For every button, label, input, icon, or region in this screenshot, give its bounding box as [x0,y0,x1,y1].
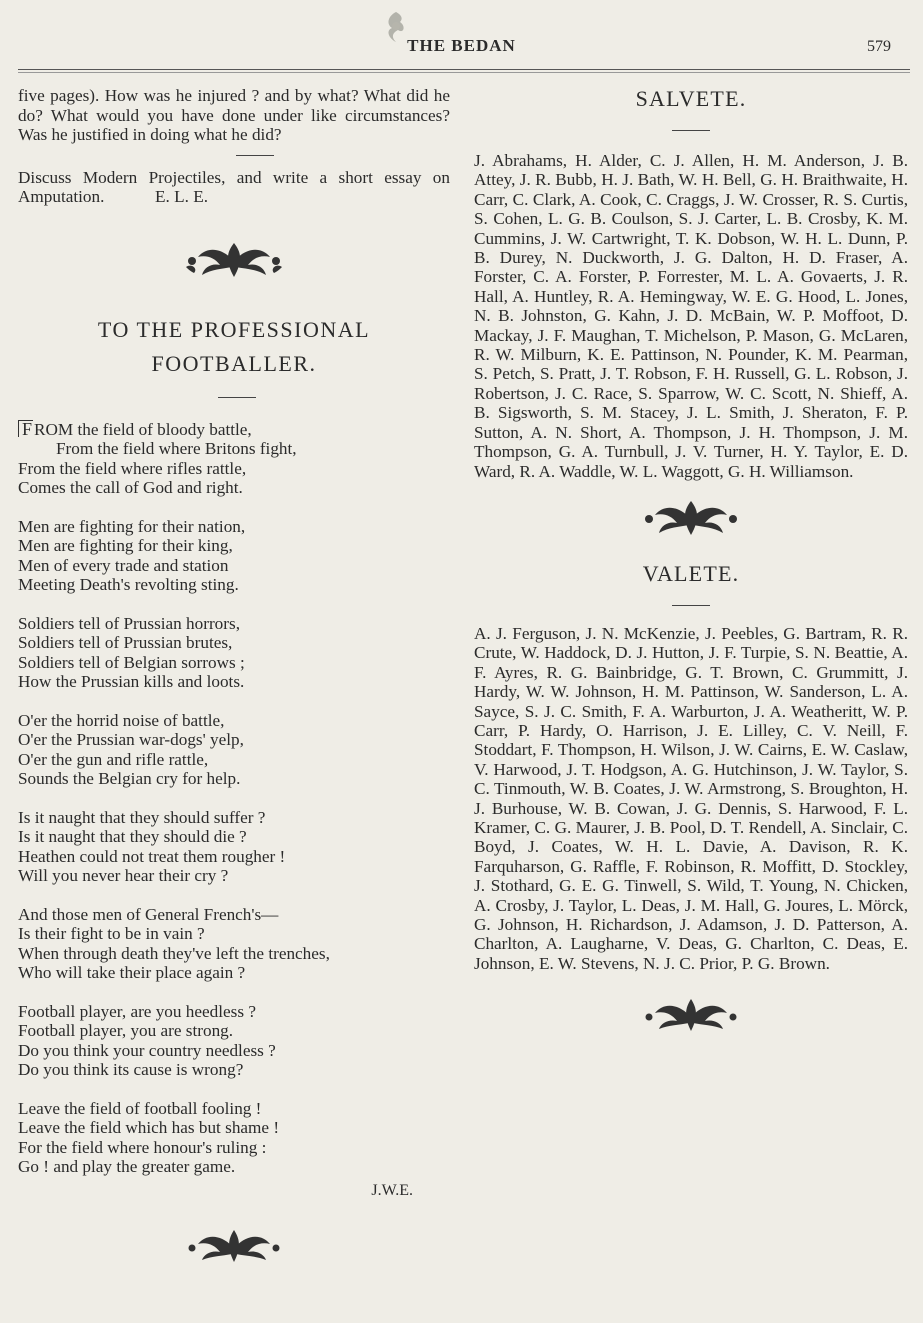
poem-line: Men are fighting for their nation, [18,516,246,536]
poem-line: Will you never hear their cry ? [18,866,229,885]
essay-paragraph [18,168,450,207]
poem-line: O'er the Prussian war-dogs' yelp, [18,730,244,749]
section-divider [236,155,274,156]
intro-paragraph: five pages). How was he injured ? and by what? What did he do? What would you have done under like circumstances? Was he justified in doing what he did? [18,86,450,144]
poem-body [18,420,450,1200]
poem-line: Football player, are you heedless ? [18,1001,256,1021]
poem-line: Football player, you are strong. [18,1021,234,1040]
floral-ornament-icon [184,1226,284,1266]
poem-line: Is it naught that they should die ? [18,827,247,846]
poem-line: O'er the horrid noise of battle, [18,710,225,730]
section-divider [672,605,710,606]
poem-title-line-2: FOOTBALLER. [151,350,317,376]
poem-stanza [18,1099,450,1177]
running-title: THE BEDAN [407,36,516,55]
poem-line: Soldiers tell of Belgian sorrows ; [18,652,245,672]
poem-line: When through death they've left the trenches, [18,943,330,963]
essay-initials: E. L. E. [155,187,208,206]
poem-line: Men of every trade and station [18,555,229,575]
essay-text: Discuss Modern Projectiles, and write a short essay on Amputation. [18,167,450,206]
poem-line: Leave the field which has but shame ! [18,1118,280,1137]
running-header [0,34,923,64]
poem-line: Men are fighting for their king, [18,536,233,555]
poem-line: Is their fight to be in vain ? [18,924,205,943]
poem-stanza [18,905,450,983]
poem-line: And those men of General French's— [18,904,279,924]
floral-ornament-icon [184,237,284,283]
right-column [474,86,908,1035]
poem-line: Soldiers tell of Prussian brutes, [18,633,233,652]
poem-heading [18,313,450,381]
section-divider [672,130,710,131]
poem-stanza [18,711,450,789]
poem-stanza [18,517,450,595]
page-number: 579 [867,38,891,55]
valete-names: A. J. Ferguson, J. N. McKenzie, J. Peebles, G. Bartram, R. R. Crute, W. Haddock, D. J. Hutton, J. F. Turpie, S. N. Beattie, A. F. Ayres, R. G. Bainbridge, G. T. Brown, C. Grummitt, J. Hardy, W. W. Johnson, H. M. Pattinson, W. Sanderson, L. A. Sayce, S. J. C. Smith, F. A. Warburton, J. A. Weatheritt, W. P. Carr, P. Hardy, O. Harrison, J. E. Lilley, C. V. Neill, F. Stoddart, F. Thompson, H. Wilson, J. W. Cairns, E. W. Caslaw, V. Harwood, J. T. Hodgson, A. G. Hutchinson, J. W. Taylor, S. C. Tinmouth, W. B. Coates, J. W. Armstrong, S. Broughton, H. J. Burhouse, W. B. Cowan, J. G. Dennis, S. Harwood, F. L. Kramer, C. G. Maurer, J. B. Pool, D. T. Rendell, A. Sinclair, C. Boyd, J. Coates, W. H. L. Davie, A. Davison, R. K. Farquharson, G. Raffle, F. Robinson, R. Moffitt, D. Stockley, J. Stothard, G. E. G. Tinwell, S. Wild, T. Young, N. Chicken, A. Crosby, J. Taylor, L. Deas, J. M. Hall, G. Joures, L. Mörck, G. Johnson, H. Richardson, J. Adamson, J. D. Patterson, A. Charlton, A. Laugharne, V. Deas, G. Charlton, C. Deas, E. Johnson, E. W. Stevens, N. J. C. Prior, P. G. Brown. [474,623,908,973]
first-word-rest: ROM [34,419,74,439]
poem-signature: J.W.E. [371,1181,413,1199]
poem-title-line-1: TO THE PROFESSIONAL [97,316,371,342]
poem-line: Heathen could not treat them rougher ! [18,846,286,866]
valete-heading: VALETE. [642,560,740,586]
poem-line: Meeting Death's revolting sting. [18,575,239,594]
poem-line: From the field where Britons fight, [56,439,297,458]
poem-line: Is it naught that they should suffer ? [18,807,266,827]
poem-first-line [18,420,450,440]
poem-line: Sounds the Belgian cry for help. [18,769,241,788]
poem-stanza [18,808,450,886]
poem-line: Comes the call of God and right. [18,478,243,497]
drop-capital: F [18,420,33,437]
poem-line: Leave the field of football fooling ! [18,1098,262,1118]
poem-line: Go ! and play the greater game. [18,1157,236,1176]
poem-line: For the field where honour's ruling : [18,1137,267,1157]
header-rule [18,69,910,73]
floral-ornament-icon [641,995,741,1035]
left-column [18,86,450,1266]
floral-ornament-icon [641,495,741,541]
poem-line: How the Prussian kills and loots. [18,672,245,691]
poem-stanza [18,614,450,692]
poem-line: Who will take their place again ? [18,963,246,982]
poem-stanza [18,420,450,498]
poem-line: Do you think your country needless ? [18,1040,276,1060]
first-line-rest: the field of bloody battle, [73,419,252,439]
poem-line: From the field where rifles rattle, [18,458,247,478]
poem-line: Soldiers tell of Prussian horrors, [18,613,240,633]
poem-stanza [18,1002,450,1080]
salvete-heading: SALVETE. [635,86,747,111]
salvete-names: J. Abrahams, H. Alder, C. J. Allen, H. M. Anderson, J. B. Attey, J. R. Bubb, H. J. Bath, W. H. Bell, G. H. Braithwaite, H. Carr, C. Clark, A. Cook, C. Craggs, J. W. Crosser, R. S. Curtis, S. Cohen, L. G. B. Coulson, S. J. Carter, L. B. Crosby, K. M. Cummins, J. W. Cartwright, T. K. Dobson, W. H. L. Dunn, P. B. Durey, N. Duckworth, J. G. Dalton, H. D. Fraser, A. Forster, C. A. Forster, P. Forrester, M. L. A. Govaerts, J. R. Hall, A. Huntley, R. A. Hemingway, W. E. G. Hood, L. Jones, N. B. Johnston, G. Kahn, J. D. McBain, W. P. Moffoot, D. Mackay, J. F. Maughan, T. Michelson, P. Mason, G. McLaren, R. W. Milburn, K. E. Pattinson, N. Pounder, K. M. Pearman, S. Petch, S. Pratt, J. T. Robson, F. H. Russell, G. L. Robson, J. Robertson, J. C. Race, S. Sparrow, W. C. Scott, N. Shieff, A. B. Sigsworth, S. M. Stacey, J. L. Smith, J. Sheraton, F. P. Sutton, A. N. Short, A. Thompson, J. H. Thompson, J. M. Thompson, G. A. Turnbull, J. V. Turner, H. Y. Taylor, E. D. Ward, R. A. Waddle, W. L. Waggott, G. H. Williamson. [474,151,908,481]
poem-line: O'er the gun and rifle rattle, [18,749,209,769]
poem-line: Do you think its cause is wrong? [18,1060,244,1079]
title-divider [218,397,256,398]
